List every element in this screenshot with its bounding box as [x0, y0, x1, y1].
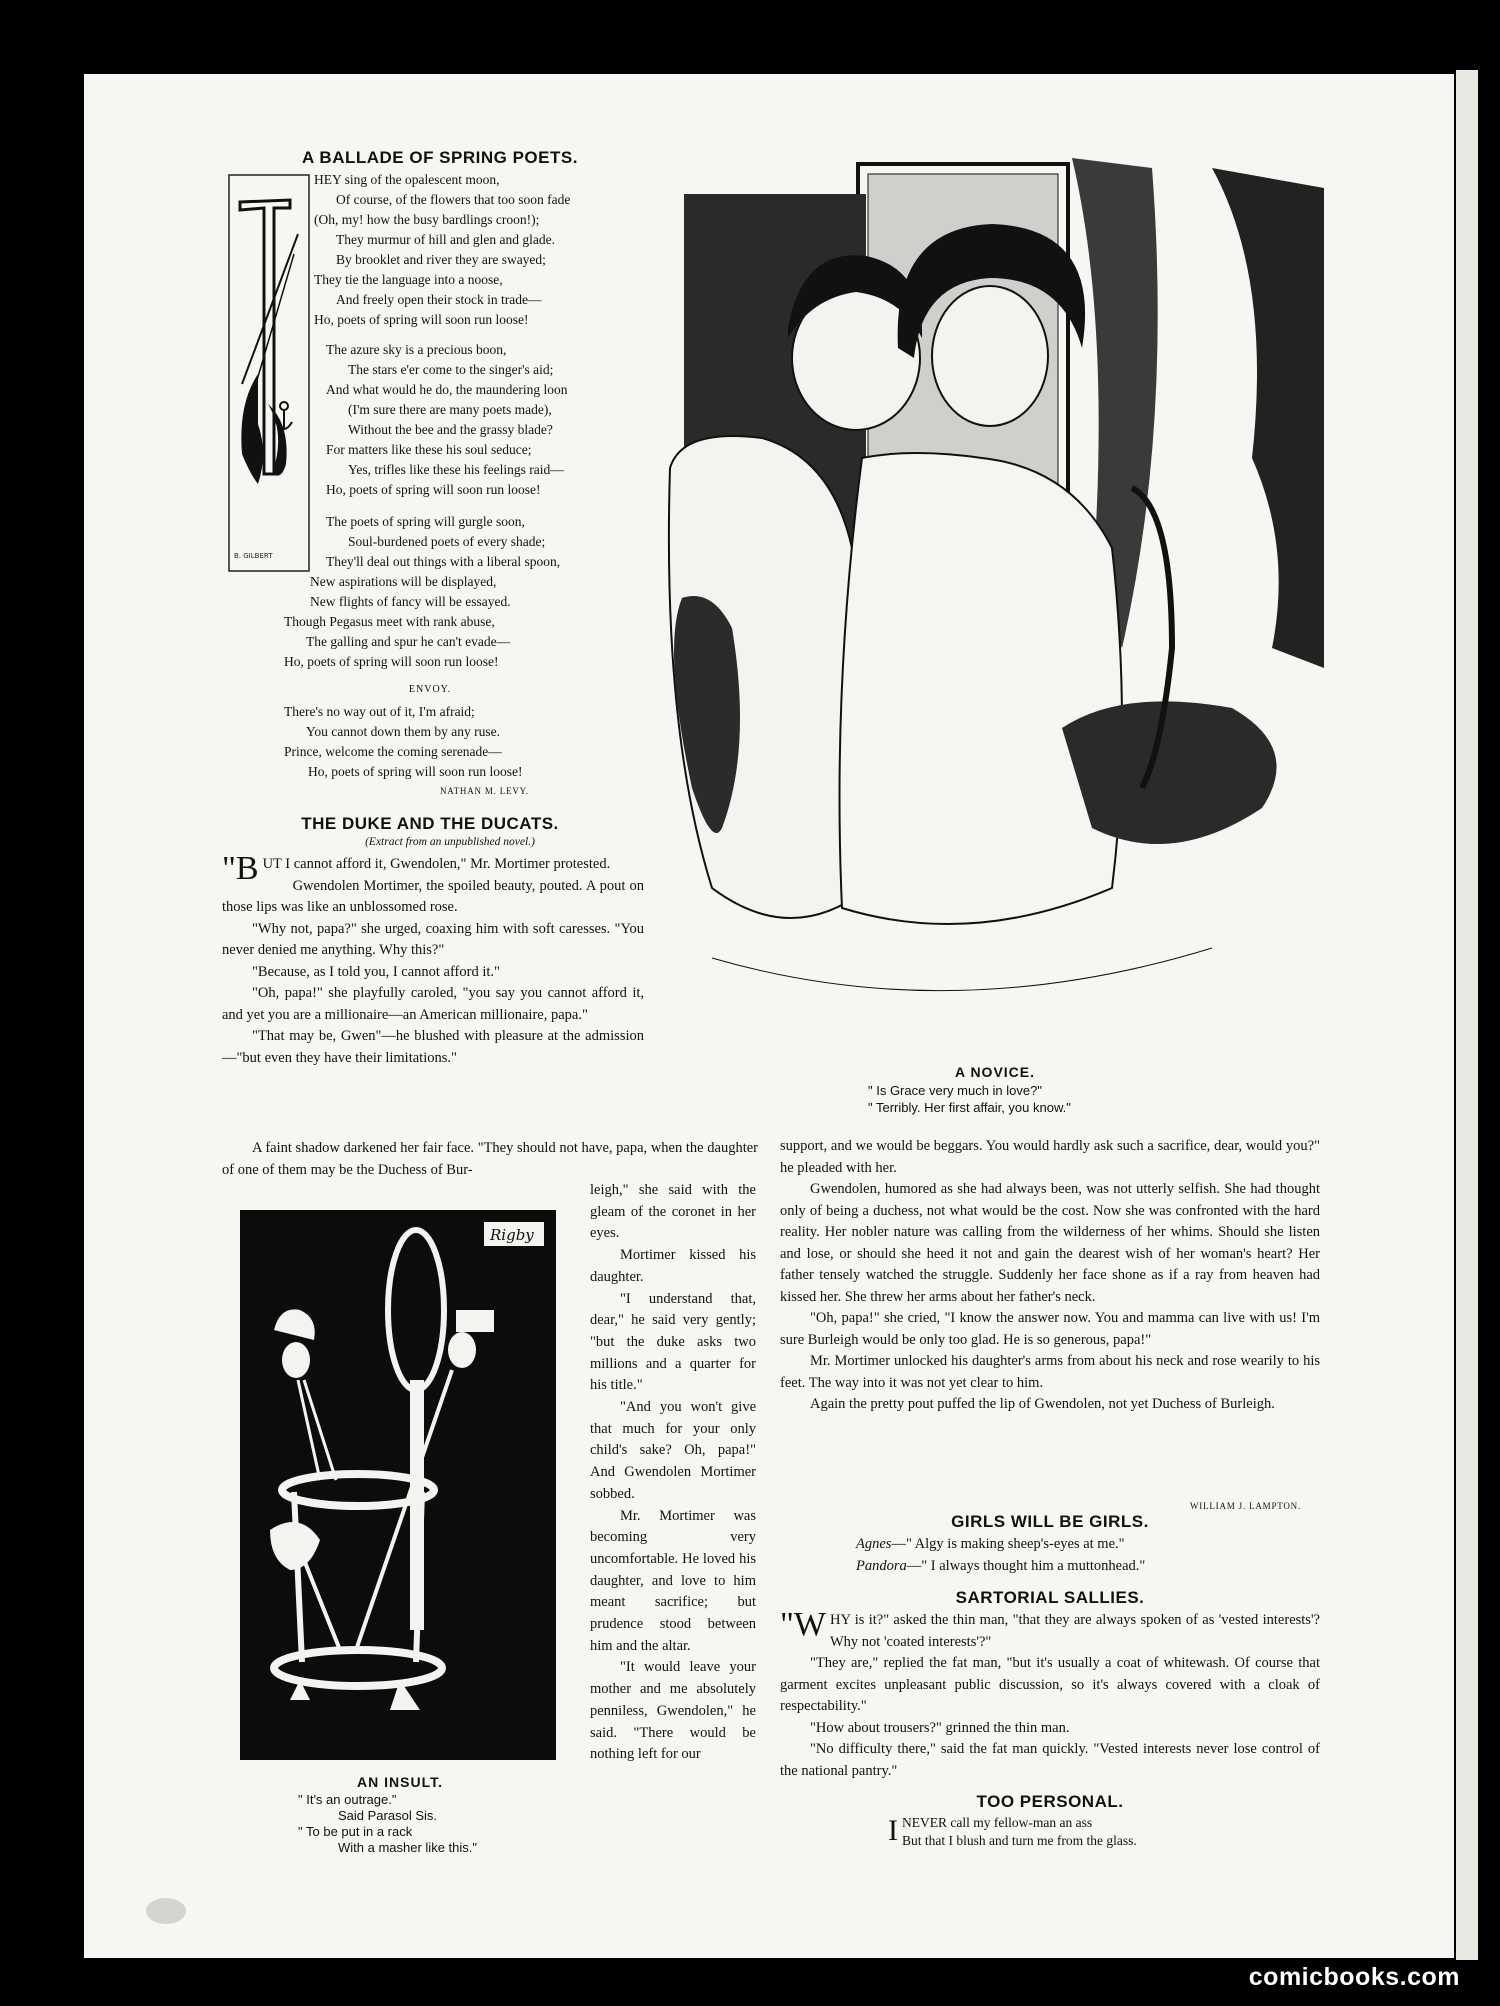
poem-line: HEY sing of the opalescent moon, [314, 172, 500, 187]
poem-line: There's no way out of it, I'm afraid; [284, 704, 475, 719]
poem-line: Without the bee and the grassy blade? [348, 422, 553, 437]
paragraph: leigh," she said with the gleam of the coronet in her eyes. [590, 1182, 756, 1242]
dialogue-line [856, 1556, 1296, 1578]
poem-line: Yes, trifles like these his feelings raid— [348, 462, 564, 477]
site-watermark: comicbooks.com [1248, 1963, 1460, 1991]
caption-line: With a masher like this." [338, 1840, 477, 1855]
duke-title: THE DUKE AND THE DUCATS. [301, 814, 559, 833]
poem-line: (I'm sure there are many poets made), [348, 402, 552, 417]
poem-line: (Oh, my! how the busy bardlings croon!); [314, 212, 540, 227]
girls-dialogue [856, 1534, 1296, 1577]
speaker-name: Pandora [856, 1557, 907, 1574]
paragraph: "Because, as I told you, I cannot afford it." [252, 963, 500, 980]
poem-line: But that I blush and turn me from the glass. [902, 1833, 1137, 1848]
paragraph: A faint shadow darkened her fair face. "They should not have, papa, when the daughter of one of them may be the Duchess of Bur- [222, 1140, 758, 1178]
sartorial-text [780, 1606, 1320, 1782]
paragraph: "It would leave your mother and me absolutely penniless, Gwendolen," he said. "There would be nothing left for our [590, 1659, 756, 1763]
caption-line: " To be put in a rack [298, 1824, 413, 1839]
dialogue-line [856, 1534, 1296, 1556]
caption-line: " Is Grace very much in love?" [868, 1083, 1042, 1098]
insult-cartoon [240, 1210, 556, 1760]
ballade-author: NATHAN M. LEVY. [440, 786, 529, 796]
dialogue-text: —" Algy is making sheep's-eyes at me." [891, 1536, 1125, 1552]
insult-caption-title: AN INSULT. [357, 1774, 443, 1790]
poem-line: The poets of spring will gurgle soon, [326, 514, 525, 529]
ballade-stanza-2 [326, 340, 646, 500]
duke-subtitle: (Extract from an unpublished novel.) [365, 836, 535, 848]
duke-right-column [780, 1136, 1320, 1416]
poem-line: Soul-burdened poets of every shade; [348, 534, 546, 549]
paragraph: "I understand that, dear," he said very gently; "but the duke asks two millions and a quarter for his title." [590, 1290, 756, 1394]
personal-couplet [888, 1814, 1328, 1850]
paragraph: Gwendolen, humored as she had always been, was not utterly selfish. She had thought only of being a duchess, not what would be the cost. Now she was confronted with the hard reality. Her nobler nature was calling from the wilderness of her whims. Should she listen and lose, or should she heed it not and gain the dearest wish of her woman's heart? Her father tensely watched the struggle. Suddenly her face shone as if a ray from heaven had kissed her. She threw her arms about her father's neck. [780, 1181, 1320, 1305]
sartorial-title: SARTORIAL SALLIES. [955, 1588, 1145, 1607]
novice-caption [868, 1082, 1168, 1116]
poem-line: Though Pegasus meet with rank abuse, [284, 614, 495, 629]
poem-line: Of course, of the flowers that too soon fade [336, 192, 571, 207]
girls-title: GIRLS WILL BE GIRLS. [951, 1512, 1149, 1531]
poem-line: And freely open their stock in trade— [336, 292, 542, 307]
ballade-stanza-1 [314, 170, 644, 330]
novice-illustration [652, 128, 1324, 1058]
ballade-title: A BALLADE OF SPRING POETS. [302, 148, 578, 167]
poem-line: Ho, poets of spring will soon run loose! [326, 482, 541, 497]
drop-cap: I [888, 1814, 898, 1847]
poem-line: New aspirations will be displayed, [310, 574, 497, 589]
scan-blemish [146, 1898, 186, 1924]
duke-span-paragraph [222, 1138, 758, 1181]
caption-line: " Terribly. Her first affair, you know." [868, 1100, 1071, 1115]
paragraph: UT I cannot afford it, Gwendolen," Mr. Mortimer protested. [262, 856, 611, 872]
speaker-name: Agnes [856, 1536, 892, 1552]
paragraph: Gwendolen Mortimer, the spoiled beauty, pouted. A pout on those lips was like an unblossomed rose. [222, 877, 644, 915]
poem-line: Ho, poets of spring will soon run loose! [308, 764, 523, 779]
poem-line: By brooklet and river they are swayed; [336, 252, 546, 267]
paragraph: "How about trousers?" grinned the thin man. [810, 1719, 1070, 1736]
poem-line: NEVER call my fellow-man an ass [902, 1815, 1093, 1830]
insult-caption [298, 1792, 558, 1856]
poem-line: They murmur of hill and glen and glade. [336, 232, 555, 247]
poem-line: And what would he do, the maundering loon [326, 382, 568, 397]
envoy-label: ENVOY. [408, 684, 452, 695]
paragraph: "And you won't give that much for your only child's sake? Oh, papa!" And Gwendolen Mortimer sobbed. [590, 1399, 756, 1502]
svg-text:B. GILBERT: B. GILBERT [234, 552, 273, 560]
ballade-envoy [284, 702, 644, 782]
dialogue-text: —" I always thought him a muttonhead." [906, 1557, 1146, 1574]
poem-line: They'll deal out things with a liberal spoon, [326, 554, 561, 569]
caption-line: " It's an outrage." [298, 1792, 397, 1807]
personal-title: TOO PERSONAL. [976, 1792, 1124, 1811]
paragraph: "That may be, Gwen"—he blushed with pleasure at the admission—"but even they have their limitations." [222, 1028, 644, 1066]
poem-line: The azure sky is a precious boon, [326, 342, 507, 357]
drop-cap: "W [780, 1606, 826, 1643]
poem-line: Ho, poets of spring will soon run loose! [284, 654, 499, 669]
paragraph: HY is it?" asked the thin man, "that they are always spoken of as 'vested interests'? Why not 'coated interests'?" [829, 1612, 1320, 1650]
paragraph: "No difficulty there," said the fat man quickly. "Vested interests never lose control of the national pantry." [780, 1741, 1320, 1779]
paragraph: Mortimer kissed his daughter. [590, 1247, 756, 1285]
paragraph: support, and we would be beggars. You would hardly ask such a sacrifice, dear, would you?" he pleaded with her. [780, 1138, 1320, 1176]
poem-line: The galling and spur he can't evade— [306, 634, 511, 649]
paragraph: "Oh, papa!" she playfully caroled, "you say you cannot afford it, and yet you are a millionaire—an American millionaire, papa." [222, 985, 644, 1023]
paragraph: Mr. Mortimer unlocked his daughter's arms from about his neck and rose wearily to his feet. The way into it was not yet clear to him. [780, 1353, 1320, 1391]
paragraph: "Why not, papa?" she urged, coaxing him with soft caresses. "You never denied me anything. Why this?" [222, 920, 644, 958]
poem-line: You cannot down them by any ruse. [306, 724, 500, 739]
novice-caption-title: A NOVICE. [954, 1064, 1036, 1080]
poem-line: Prince, welcome the coming serenade— [284, 744, 502, 759]
duke-narrow-column [590, 1180, 756, 1766]
poem-line: They tie the language into a noose, [314, 272, 503, 287]
poem-line: New flights of fancy will be essayed. [310, 594, 511, 609]
poem-line: For matters like these his soul seduce; [326, 442, 532, 457]
artist-signature: Rigby [490, 1226, 534, 1244]
paragraph: Again the pretty pout puffed the lip of Gwendolen, not yet Duchess of Burleigh. [810, 1396, 1275, 1412]
poem-line: The stars e'er come to the singer's aid; [348, 362, 554, 377]
paragraph: "Oh, papa!" she cried, "I know the answer now. You and mamma can live with us! I'm sure Burleigh would be only too glad. He is so generous, papa!" [780, 1310, 1320, 1348]
duke-column-1 [222, 850, 644, 1069]
paragraph: "They are," replied the fat man, "but it's usually a coat of whitewash. Of course that garment excites unpleasant public discussion, so it's always covered with a cloak of respectability." [780, 1655, 1320, 1714]
drop-cap: "B [222, 850, 259, 887]
ballade-stanza-3 [284, 512, 644, 672]
paragraph: Mr. Mortimer was becoming very uncomfortable. He loved his daughter, and love to him meant sacrifice; but prudence stood between him and the altar. [590, 1507, 756, 1654]
caption-line: Said Parasol Sis. [338, 1808, 437, 1823]
duke-author: WILLIAM J. LAMPTON. [1190, 1501, 1302, 1511]
poem-line: Ho, poets of spring will soon run loose! [314, 312, 529, 327]
next-page-edge [1456, 70, 1478, 1960]
